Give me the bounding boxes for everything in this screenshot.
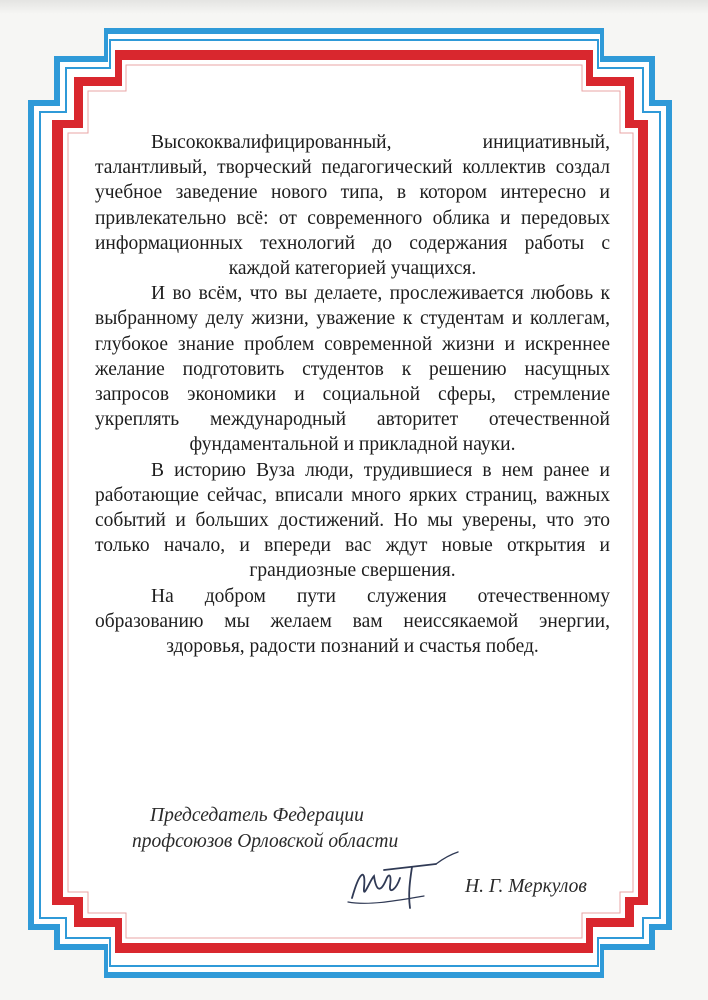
signature-block xyxy=(132,803,620,897)
letter-body xyxy=(95,130,610,659)
paragraph-3: В историю Вуза люди, трудившиеся в нем ранее и работающие сейчас, вписали много ярких страниц, важных событий и больших достижений. Но мы уверены, что это только начало, и впереди вас ждут новые открытия и грандиозные свершения. xyxy=(95,459,610,582)
paragraph-4: На добром пути служения отечественному образованию мы желаем вам неиссякаемой энергии, здоровья, радости познаний и счастья побед. xyxy=(95,585,610,658)
signatory-title-line-1: Председатель Федерации xyxy=(150,805,364,826)
signatory-title-line-2: профсоюзов Орловской области xyxy=(132,831,399,852)
signatory-name: Н. Г. Меркулов xyxy=(465,876,587,897)
paragraph-1: Высококвалифицированный, инициативный, талантливый, творческий педагогический коллектив создал учебное заведение нового типа, в котором интересно и привлекательно всё: от современного облика и передовых информационных технологий до содержания работы с каждой категорией учащихся. xyxy=(95,132,610,280)
paragraph-2: И во всём, что вы делаете, прослеживается любовь к выбранному делу жизни, уважение к студентам и коллегам, глубокое знание проблем современной жизни и искреннее желание подготовить студентов к решению насущных запросов экономики и социальной сферы, стремление укреплять международный авторитет отечественной фундаментальной и прикладной науки. xyxy=(95,283,610,456)
handwritten-signature xyxy=(340,850,460,920)
